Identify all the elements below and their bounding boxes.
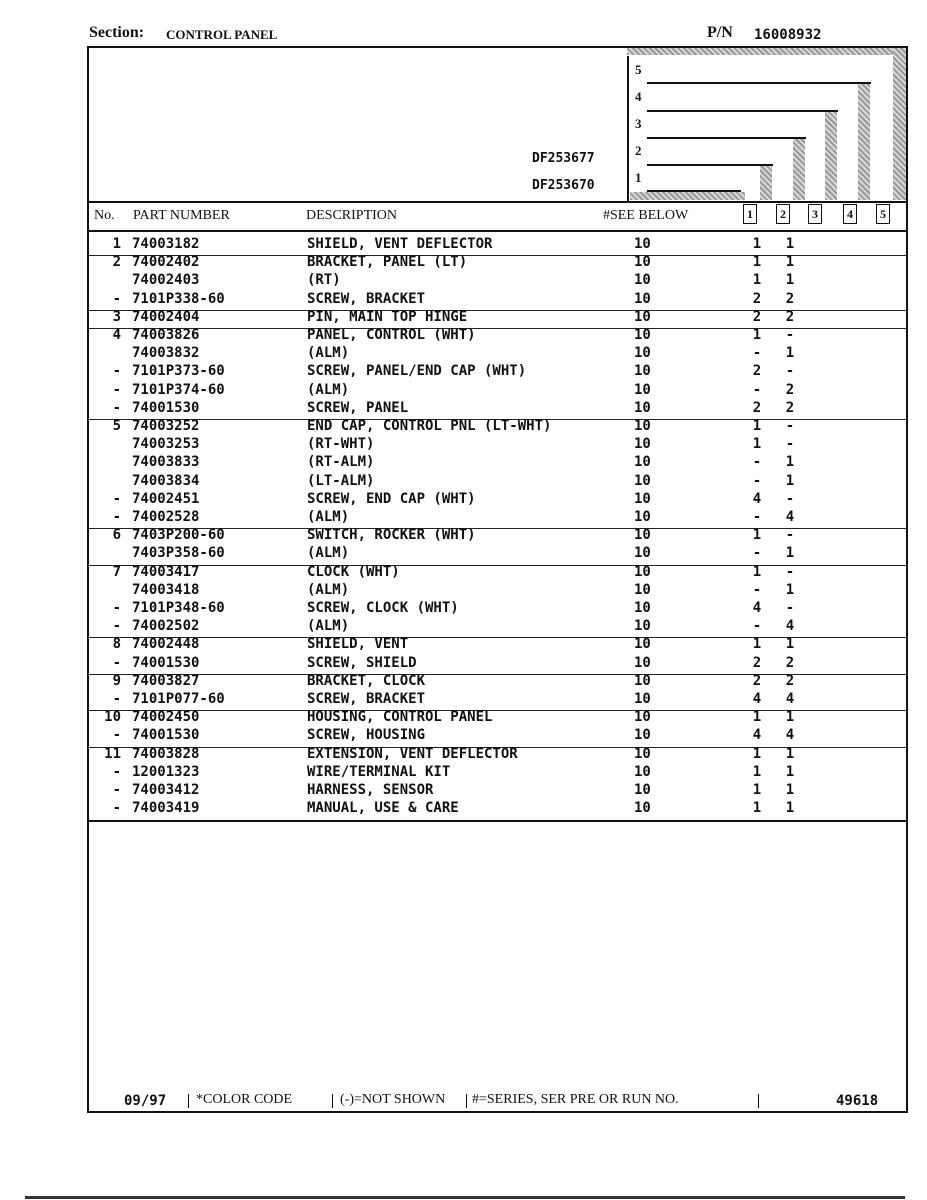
qty-2: - [785, 418, 795, 434]
section-value: CONTROL PANEL [166, 27, 278, 42]
description: SCREW, BRACKET [307, 691, 426, 707]
qty-1: 1 [752, 763, 762, 780]
part-number: 74002403 [132, 272, 200, 289]
description: EXTENSION, VENT DEFLECTOR [307, 745, 518, 762]
part-number: 12001323 [132, 763, 200, 780]
part-number-value: 16008932 [754, 27, 822, 43]
see-below: 10 [634, 545, 651, 562]
diagram-number-2: 2 [635, 143, 642, 158]
qty-2: 1 [785, 782, 795, 798]
see-below: 10 [634, 745, 651, 762]
qty-1: 1 [752, 563, 762, 580]
see-below: 10 [634, 254, 651, 271]
qty-2: 1 [785, 763, 795, 780]
diagram-line-2 [647, 164, 773, 166]
part-number: 7101P373-60 [132, 363, 225, 380]
qty-2: 1 [785, 581, 795, 598]
see-below: 10 [634, 381, 651, 398]
see-below: 10 [634, 618, 651, 635]
see-below: 10 [634, 782, 651, 798]
see-below: 10 [634, 327, 651, 343]
item-number: - [112, 618, 121, 635]
item-number: - [112, 800, 121, 817]
description: BRACKET, PANEL (LT) [307, 254, 468, 271]
qty-1: 1 [752, 236, 762, 252]
table-row [89, 600, 906, 618]
see-below: 10 [634, 418, 651, 434]
diagram-number-1: 1 [635, 170, 642, 185]
description: PIN, MAIN TOP HINGE [307, 308, 468, 325]
item-number: - [112, 727, 121, 744]
item-number: 10 [104, 709, 121, 726]
qty-2: 2 [785, 399, 795, 416]
qty-2: 4 [785, 618, 795, 635]
see-below: 10 [634, 654, 651, 671]
item-number: - [112, 381, 121, 398]
part-number: 74003826 [132, 327, 200, 343]
part-number: 74003253 [132, 436, 200, 453]
part-number: 74002402 [132, 254, 200, 271]
item-number: 9 [112, 672, 121, 689]
table-row [89, 454, 906, 472]
header-rule-top [89, 201, 906, 203]
table-end-rule [89, 820, 906, 822]
qty-2: 1 [785, 709, 795, 726]
qty-column-2: 2 [776, 204, 790, 224]
table-row [89, 418, 906, 436]
part-number: 74001530 [132, 399, 200, 416]
qty-1: 1 [752, 745, 762, 762]
part-number: 74003834 [132, 472, 200, 489]
qty-2: 1 [785, 345, 795, 362]
description: (ALM) [307, 509, 350, 525]
qty-2: 1 [785, 254, 795, 271]
part-number: 74003412 [132, 782, 200, 798]
footer-divider [758, 1094, 759, 1108]
see-below: 10 [634, 527, 651, 544]
qty-1: 2 [752, 290, 762, 307]
part-number: 74002528 [132, 509, 200, 525]
item-number: - [112, 654, 121, 671]
qty-1: 2 [752, 308, 762, 325]
part-number: 7101P077-60 [132, 691, 225, 707]
part-number: 74001530 [132, 654, 200, 671]
footer-divider [188, 1094, 189, 1108]
part-number: 7101P338-60 [132, 290, 225, 307]
description: SCREW, SHIELD [307, 654, 417, 671]
qty-1: 2 [752, 654, 762, 671]
qty-2: 1 [785, 800, 795, 817]
qty-1: 1 [752, 709, 762, 726]
table-row [89, 764, 906, 782]
table-row [89, 746, 906, 764]
part-number: 74003832 [132, 345, 200, 362]
footer-color-code: *COLOR CODE [196, 1092, 293, 1107]
qty-1: - [752, 545, 762, 562]
table-row [89, 382, 906, 400]
item-number: - [112, 763, 121, 780]
see-below: 10 [634, 600, 651, 616]
table-row [89, 564, 906, 582]
qty-1: 4 [752, 691, 762, 707]
see-below: 10 [634, 763, 651, 780]
qty-2: - [785, 527, 795, 544]
description: PANEL, CONTROL (WHT) [307, 327, 476, 343]
qty-1: - [752, 618, 762, 635]
item-number: - [112, 399, 121, 416]
item-number: 5 [112, 418, 121, 434]
table-row [89, 545, 906, 563]
see-below: 10 [634, 581, 651, 598]
description: (RT-WHT) [307, 436, 375, 453]
footer-page-number: 49618 [836, 1093, 879, 1109]
table-row [89, 345, 906, 363]
description: BRACKET, CLOCK [307, 672, 426, 689]
description: (ALM) [307, 618, 350, 635]
qty-1: 2 [752, 672, 762, 689]
part-number: 74003419 [132, 800, 200, 817]
description: SCREW, PANEL/END CAP (WHT) [307, 363, 527, 380]
part-number: 74002451 [132, 490, 200, 507]
scan-bottom-rule [25, 1196, 905, 1199]
table-row [89, 491, 906, 509]
diagram-hatch-col4 [858, 82, 870, 200]
part-number: 74003833 [132, 454, 200, 471]
item-number: - [112, 782, 121, 798]
diagram-hatch-col1 [760, 165, 772, 200]
description: SHIELD, VENT DEFLECTOR [307, 236, 493, 252]
part-number: 74002404 [132, 308, 200, 325]
see-below: 10 [634, 672, 651, 689]
qty-2: - [785, 490, 795, 507]
table-row [89, 727, 906, 745]
see-below: 10 [634, 472, 651, 489]
diagram-hatch-col2 [793, 138, 805, 200]
see-below: 10 [634, 345, 651, 362]
description: SCREW, END CAP (WHT) [307, 490, 476, 507]
qty-1: - [752, 472, 762, 489]
qty-2: - [785, 363, 795, 380]
qty-2: 4 [785, 691, 795, 707]
qty-2: - [785, 563, 795, 580]
item-number: - [112, 600, 121, 616]
diagram-hatch-base [630, 192, 745, 200]
table-row [89, 436, 906, 454]
table-row [89, 800, 906, 818]
qty-1: 4 [752, 600, 762, 616]
qty-2: 1 [785, 745, 795, 762]
part-number-label: P/N [707, 24, 733, 41]
model-number-1: DF253677 [532, 151, 595, 166]
qty-2: 4 [785, 509, 795, 525]
item-number: 3 [112, 308, 121, 325]
item-number: - [112, 509, 121, 525]
see-below: 10 [634, 454, 651, 471]
qty-2: 1 [785, 636, 795, 653]
description: SCREW, HOUSING [307, 727, 426, 744]
see-below: 10 [634, 563, 651, 580]
description: SCREW, CLOCK (WHT) [307, 600, 459, 616]
item-number: 2 [112, 254, 121, 271]
item-number: 7 [112, 563, 121, 580]
qty-column-3: 3 [808, 204, 822, 224]
footer-divider [332, 1094, 333, 1108]
see-below: 10 [634, 399, 651, 416]
diagram-hatch-col3 [825, 111, 837, 200]
qty-2: 1 [785, 454, 795, 471]
qty-1: 1 [752, 636, 762, 653]
description: SCREW, PANEL [307, 399, 409, 416]
diagram-number-4: 4 [635, 89, 642, 104]
diagram-hatch-top [627, 48, 906, 55]
footer-divider [466, 1094, 467, 1108]
part-number: 7403P358-60 [132, 545, 225, 562]
qty-2: - [785, 436, 795, 453]
see-below: 10 [634, 490, 651, 507]
description: SWITCH, ROCKER (WHT) [307, 527, 476, 544]
qty-1: - [752, 454, 762, 471]
qty-column-4: 4 [843, 204, 857, 224]
see-below: 10 [634, 308, 651, 325]
table-row [89, 782, 906, 800]
part-number: 74003827 [132, 672, 200, 689]
part-number: 7101P348-60 [132, 600, 225, 616]
description: (RT) [307, 272, 341, 289]
table-row [89, 254, 906, 272]
description: HARNESS, SENSOR [307, 782, 434, 798]
see-below: 10 [634, 727, 651, 744]
footer-date: 09/97 [124, 1093, 167, 1109]
description: (ALM) [307, 345, 350, 362]
description: HOUSING, CONTROL PANEL [307, 709, 493, 726]
qty-2: 1 [785, 472, 795, 489]
footer-series-note: #=SERIES, SER PRE OR RUN NO. [472, 1092, 679, 1107]
diagram-line-4 [647, 110, 838, 112]
qty-1: - [752, 345, 762, 362]
qty-1: - [752, 381, 762, 398]
qty-2: - [785, 600, 795, 616]
description: (ALM) [307, 545, 350, 562]
qty-1: - [752, 581, 762, 598]
diagram-number-3: 3 [635, 116, 642, 131]
qty-1: 1 [752, 418, 762, 434]
diagram-line-1 [647, 190, 741, 192]
column-header-description: DESCRIPTION [306, 208, 398, 223]
description: (ALM) [307, 381, 350, 398]
qty-column-5: 5 [876, 204, 890, 224]
qty-1: 1 [752, 436, 762, 453]
table-row [89, 655, 906, 673]
description: SHIELD, VENT [307, 636, 409, 653]
diagram-hatch-right [893, 48, 906, 200]
table-row [89, 400, 906, 418]
frame-right-border [906, 46, 908, 1113]
column-header-part-number: PART NUMBER [133, 208, 230, 223]
see-below: 10 [634, 509, 651, 525]
see-below: 10 [634, 363, 651, 380]
item-number: 1 [112, 236, 121, 252]
section-label: Section: [89, 24, 145, 41]
part-number: 74003182 [132, 236, 200, 252]
qty-2: 1 [785, 236, 795, 252]
qty-2: 1 [785, 545, 795, 562]
item-number: 8 [112, 636, 121, 653]
table-row [89, 363, 906, 381]
item-number: 4 [112, 327, 121, 343]
table-row [89, 618, 906, 636]
qty-1: - [752, 509, 762, 525]
table-row [89, 582, 906, 600]
table-row [89, 272, 906, 290]
qty-2: 2 [785, 672, 795, 689]
qty-2: 2 [785, 654, 795, 671]
qty-1: 1 [752, 327, 762, 343]
table-row [89, 673, 906, 691]
see-below: 10 [634, 290, 651, 307]
qty-1: 1 [752, 254, 762, 271]
table-row [89, 709, 906, 727]
see-below: 10 [634, 691, 651, 707]
column-header-see-below: #SEE BELOW [603, 208, 689, 223]
description: END CAP, CONTROL PNL (LT-WHT) [307, 418, 552, 434]
part-number: 74003828 [132, 745, 200, 762]
table-row [89, 691, 906, 709]
header-rule-bottom [89, 230, 906, 232]
qty-1: 4 [752, 490, 762, 507]
model-number-2: DF253670 [532, 178, 595, 193]
table-row [89, 327, 906, 345]
see-below: 10 [634, 709, 651, 726]
table-row [89, 527, 906, 545]
see-below: 10 [634, 436, 651, 453]
part-number: 74002448 [132, 636, 200, 653]
part-number: 74003417 [132, 563, 200, 580]
description: SCREW, BRACKET [307, 290, 426, 307]
table-row [89, 291, 906, 309]
see-below: 10 [634, 272, 651, 289]
part-number: 74003252 [132, 418, 200, 434]
qty-1: 2 [752, 363, 762, 380]
qty-column-1: 1 [743, 204, 757, 224]
diagram-number-5: 5 [635, 62, 642, 77]
qty-1: 2 [752, 399, 762, 416]
description: WIRE/TERMINAL KIT [307, 763, 451, 780]
qty-2: 4 [785, 727, 795, 744]
qty-1: 1 [752, 527, 762, 544]
diagram-line-3 [647, 137, 806, 139]
table-row [89, 473, 906, 491]
description: MANUAL, USE & CARE [307, 800, 459, 817]
table-row [89, 236, 906, 254]
qty-1: 1 [752, 272, 762, 289]
table-row [89, 509, 906, 527]
diagram-left-rule [627, 56, 629, 201]
diagram-line-5 [647, 82, 871, 84]
item-number: - [112, 490, 121, 507]
qty-2: 2 [785, 290, 795, 307]
item-number: 6 [112, 527, 121, 544]
see-below: 10 [634, 236, 651, 252]
part-number: 74001530 [132, 727, 200, 744]
qty-2: - [785, 327, 795, 343]
qty-2: 2 [785, 308, 795, 325]
column-header-no: No. [94, 208, 115, 223]
table-row [89, 309, 906, 327]
qty-2: 2 [785, 381, 795, 398]
part-number: 74002502 [132, 618, 200, 635]
qty-2: 1 [785, 272, 795, 289]
footer-not-shown: (-)=NOT SHOWN [340, 1092, 446, 1107]
description: (RT-ALM) [307, 454, 375, 471]
part-number: 74002450 [132, 709, 200, 726]
qty-1: 4 [752, 727, 762, 744]
description: CLOCK (WHT) [307, 563, 400, 580]
description: (ALM) [307, 581, 350, 598]
see-below: 10 [634, 636, 651, 653]
item-number: - [112, 691, 121, 707]
description: (LT-ALM) [307, 472, 375, 489]
table-row [89, 636, 906, 654]
qty-1: 1 [752, 800, 762, 817]
part-number: 7403P200-60 [132, 527, 225, 544]
item-number: 11 [104, 745, 121, 762]
item-number: - [112, 363, 121, 380]
frame-bottom-border [87, 1111, 908, 1113]
see-below: 10 [634, 800, 651, 817]
qty-1: 1 [752, 782, 762, 798]
item-number: - [112, 290, 121, 307]
part-number: 7101P374-60 [132, 381, 225, 398]
part-number: 74003418 [132, 581, 200, 598]
